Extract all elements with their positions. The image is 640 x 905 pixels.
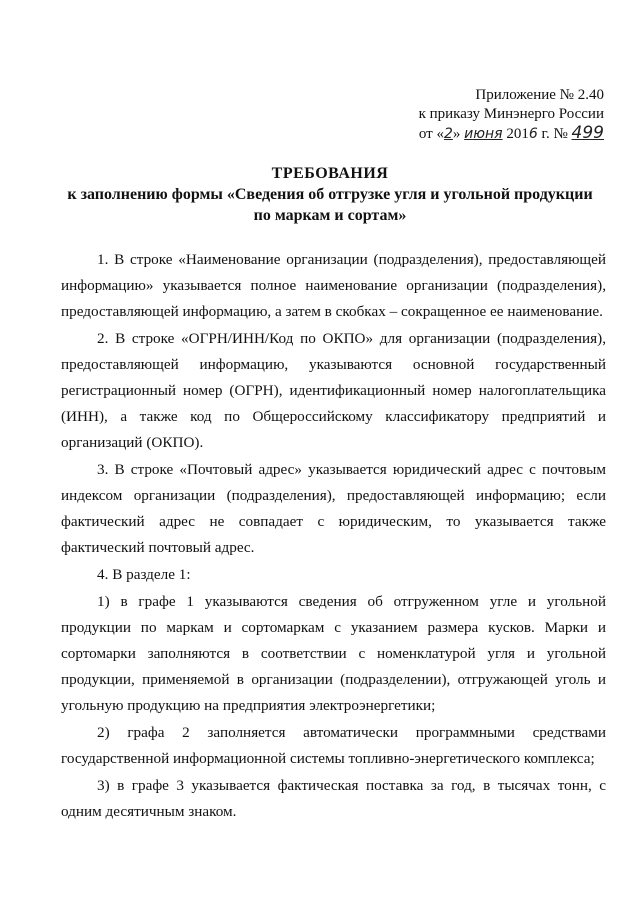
paragraph-2: 2. В строке «ОГРН/ИНН/Код по ОКПО» для организации (подразделения), предоставляющей информацию, указываются основной государственный регистрационный номер (ОГРН), идентификационный номер налогоплательщика (ИНН), а также код по Общероссийскому классификатору предприятий и организаций (ОКПО). bbox=[61, 330, 606, 451]
order-number-handwritten: 499 bbox=[571, 123, 604, 143]
date-year-digit-handwritten: 6 bbox=[528, 126, 538, 142]
appendix-order-ref: к приказу Минэнерго России bbox=[418, 106, 604, 122]
date-suffix: г. № bbox=[537, 126, 572, 142]
paragraph-4-3: 3) в графе 3 указывается фактическая поставка за год, в тысячах тонн, с одним десятичным знаком. bbox=[61, 777, 606, 820]
date-month-handwritten: июня bbox=[464, 126, 503, 142]
date-year-prefix: 201 bbox=[502, 126, 529, 142]
date-prefix: от « bbox=[418, 126, 444, 142]
document-title bbox=[60, 163, 600, 226]
paragraph-4-2: 2) графа 2 заполняется автоматически программными средствами государственной информационной системы топливно-энергетического комплекса; bbox=[61, 724, 606, 767]
date-day-handwritten: 2 bbox=[443, 126, 453, 142]
appendix-header bbox=[374, 86, 604, 144]
date-mid: » bbox=[452, 126, 465, 142]
appendix-title: Приложение № 2.40 bbox=[475, 87, 604, 103]
paragraph-4-1: 1) в графе 1 указываются сведения об отгруженном угле и угольной продукции по маркам и сортомаркам с указанием размера кусков. Марки и сортомарки заполняются в соответствии с номенклатурой угля и угольной продукции, применяемой в организации (подразделении), отгружающей уголь и угольную продукцию на предприятия электроэнергетики; bbox=[61, 593, 606, 714]
paragraph-3: 3. В строке «Почтовый адрес» указывается юридический адрес с почтовым индексом организации (подразделения), предоставляющей информацию; если фактический адрес не совпадает с юридическим, то указывается также фактический почтовый адрес. bbox=[61, 461, 606, 556]
paragraph-1: 1. В строке «Наименование организации (подразделения), предоставляющей информацию» указывается полное наименование организации (подразделения), предоставляющей информацию, а затем в скобках – сокращенное ее наименование. bbox=[61, 251, 606, 320]
document-body bbox=[61, 247, 606, 825]
paragraph-4: 4. В разделе 1: bbox=[97, 566, 191, 583]
title-heading: ТРЕБОВАНИЯ bbox=[271, 165, 389, 182]
title-subheading: к заполнению формы «Сведения об отгрузке угля и угольной продукции по маркам и сортам» bbox=[67, 186, 593, 224]
appendix-date-number bbox=[374, 124, 604, 144]
